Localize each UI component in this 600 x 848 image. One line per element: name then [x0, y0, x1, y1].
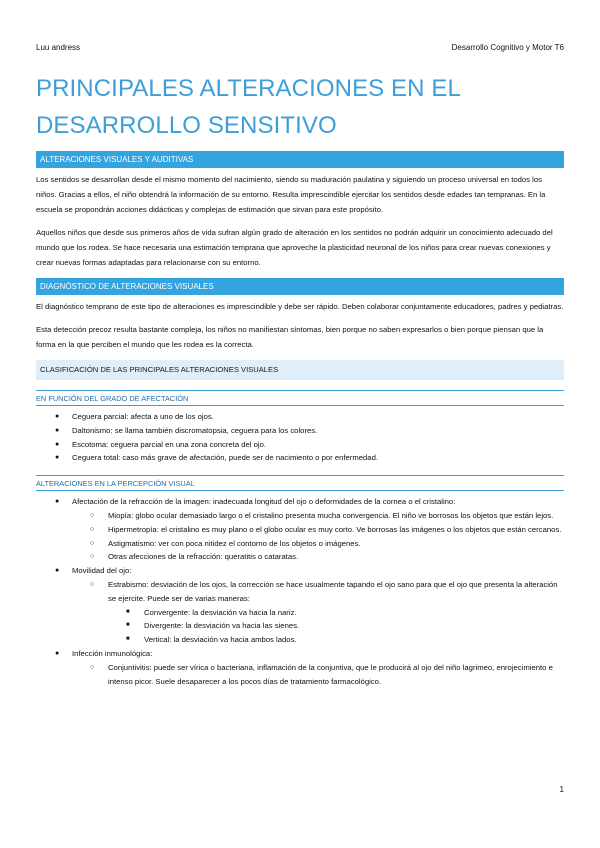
- list-item: ■ Vertical: la desviación va hacia ambos lados.: [108, 633, 564, 647]
- circle-bullet-icon: ○: [90, 580, 95, 588]
- square-bullet-icon: ■: [126, 636, 130, 643]
- bullet-icon: ●: [55, 454, 60, 462]
- list-item: ● Ceguera parcial: afecta a uno de los ojos.: [36, 410, 564, 424]
- paragraph-early-detection: Esta detección precoz resulta bastante compleja, los niños no manifiestan síntomas, bien porque no saben expresarlos o bien porque piensan que la forma en la que perciben el mundo que les rodea es la correcta.: [36, 325, 544, 349]
- circle-bullet-icon: ○: [90, 553, 95, 561]
- bullet-icon: ●: [55, 567, 60, 575]
- header-course: Desarrollo Cognitivo y Motor T6: [451, 43, 564, 52]
- list-item: ● Ceguera total: caso más grave de afectación, puede ser de nacimiento o por enfermedad.: [36, 451, 564, 465]
- bullet-icon: ●: [55, 426, 60, 434]
- page-title: PRINCIPALES ALTERACIONES EN EL DESARROLLO SENSITIVO: [36, 75, 461, 139]
- square-bullet-icon: ■: [126, 622, 130, 629]
- list-item: ● Escotoma: ceguera parcial en una zona concreta del ojo.: [36, 438, 564, 452]
- page-number: 1: [559, 785, 564, 794]
- list-item-strabismus: ○ Estrabismo: desviación de los ojos, la corrección se hace usualmente tapando el ojo sano para que el ojo que presenta la alteración se ejercite. Puede ser de varias maneras: ■ Convergente: la desviación va hacia la nariz. ■ Divergente: la desviación va hacia las sienes. ■ Vertical: la desviación va hacia ambos lados.: [72, 578, 564, 647]
- bullet-icon: ●: [55, 498, 60, 506]
- heading-visual-perception: ALTERACIONES EN LA PERCEPCIÓN VISUAL: [36, 477, 564, 491]
- list-item-mobility: ● Movilidad del ojo: ○ Estrabismo: desviación de los ojos, la corrección se hace usualmente tapando el ojo sano para que el ojo que presenta la alteración se ejercite. Puede ser de varias maneras: ■ Convergente: la desviación va hacia la nariz. ■ Divergente: la desviación va hacia las sienes. ■ Vertical: la desviación va hacia ambos lados.: [36, 564, 564, 647]
- circle-bullet-icon: ○: [90, 539, 95, 547]
- section-heading-diagnosis: DIAGNÓSTICO DE ALTERACIONES VISUALES: [36, 278, 564, 295]
- section-heading-visual-auditory: ALTERACIONES VISUALES Y AUDITIVAS: [36, 151, 564, 168]
- heading-degree-of-affection: EN FUNCIÓN DEL GRADO DE AFECTACIÓN: [36, 392, 564, 406]
- paragraph-early-diagnosis: El diagnóstico temprano de este tipo de alteraciones es imprescindible y debe ser rápido. Deben colaborar conjuntamente educadores, padres y pediatras.: [36, 302, 564, 311]
- list-item: ○ Otras afecciones de la refracción: queratitis o cataratas.: [72, 550, 564, 564]
- list-item-infection: ● Infección inmunológica: ○ Conjuntivitis: puede ser vírica o bacteriana, inflamación de la conjuntiva, que le producirá al ojo del niño lagrimeo, enrojecimiento e intenso picor. Suele desaparecer a los pocos días de tratamiento farmacológico.: [36, 647, 564, 688]
- subsection-heading-classification: CLASIFICACIÓN DE LAS PRINCIPALES ALTERACIONES VISUALES: [36, 360, 564, 380]
- list-item: ○ Astigmatismo: ver con poca nitidez el contorno de los objetos o imágenes.: [72, 537, 564, 551]
- circle-bullet-icon: ○: [90, 511, 95, 519]
- list-item: ■ Convergente: la desviación va hacia la nariz.: [108, 606, 564, 620]
- list-item: ■ Divergente: la desviación va hacia las sienes.: [108, 619, 564, 633]
- list-item: ○ Hipermetropía: el cristalino es muy plano o el globo ocular es muy corto. Ve borrosas las imágenes o los objetos que están cercanos.: [72, 523, 564, 537]
- document-body: [36, 151, 564, 688]
- square-bullet-icon: ■: [126, 608, 130, 615]
- paragraph-early-estimation: Aquellos niños que desde sus primeros años de vida sufran algún grado de alteración en los sentidos no podrán adquirir un conocimiento adecuado del mundo que los rodea. Se hace necesaria una estimación temprana que aproveche la plasticidad neuronal de los niños para crear nuevas conexiones y crear nuevas formas adaptadas para relacionarse con su entorno.: [36, 228, 553, 267]
- list-item: ○ Miopía: globo ocular demasiado largo o el cristalino presenta mucha convergencia. El niño ve borrosos los objetos que están lejos.: [72, 509, 564, 523]
- list-item-refraction: ● Afectación de la refracción de la imagen: inadecuada longitud del ojo o deformidades de la cornea o el cristalino: ○ Miopía: globo ocular demasiado largo o el cristalino presenta mucha convergencia. El niño ve borrosos los objetos que están lejos. ○ Hipermetropía: el cristalino es muy plano o el globo ocular es muy corto. Ve borrosas las imágenes o los objetos que están cercanos. ○ Astigmatismo: ver con poca nitidez el contorno de los objetos o imágenes. ○ Otras afecciones de la refracción: queratitis o cataratas.: [36, 495, 564, 564]
- list-item: ○ Conjuntivitis: puede ser vírica o bacteriana, inflamación de la conjuntiva, que le producirá al ojo del niño lagrimeo, enrojecimiento e intenso picor. Suele desaparecer a los pocos días de tratamiento farmacológico.: [90, 662, 553, 686]
- list-visual-perception: [36, 495, 564, 688]
- list-degree-of-affection: [36, 410, 564, 465]
- paragraph-senses-development: Los sentidos se desarrollan desde el mismo momento del nacimiento, siendo su maduración paulatina y siguiendo un proceso universal en todos los niños. Gracias a ellos, el niño obtendrá la información de su entorno. Resulta imprescindible ejercitar los sentidos desde edades tan tempranas. En la escuela se propondrán acciones didácticas y complejas de estimación que sirvan para este propósito.: [36, 175, 546, 214]
- bullet-icon: ●: [55, 440, 60, 448]
- bullet-icon: ●: [55, 413, 60, 420]
- list-item: ● Daltonismo: se llama también discromatopsia, ceguera para los colores.: [36, 424, 564, 438]
- bullet-icon: ●: [55, 649, 60, 657]
- circle-bullet-icon: ○: [90, 525, 95, 533]
- header-author: Luu andress: [36, 43, 81, 52]
- circle-bullet-icon: ○: [90, 663, 95, 671]
